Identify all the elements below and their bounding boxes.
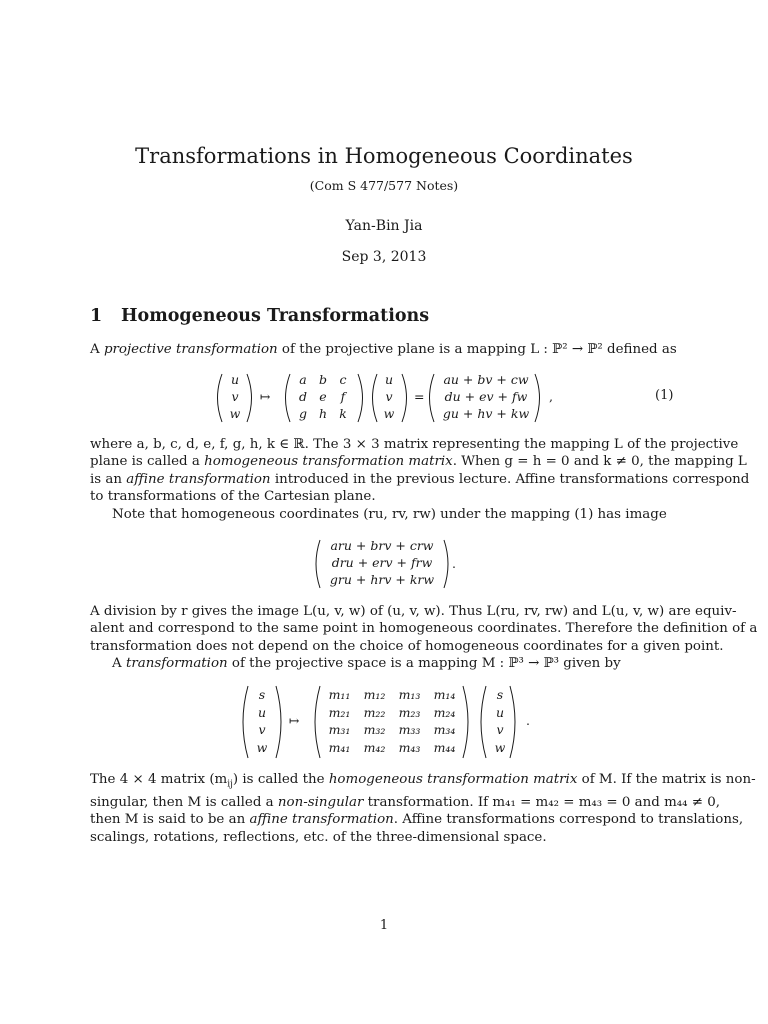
- matrix-4x4: m₁₁ m₁₂ m₁₃ m₁₄ m₂₁ m₂₂ m₂₃ m₂₄ m₃₁ m₃₂ m₃₃ m₃₄ m₄₁ m₄₂ m₄₃ m₄₄: [328, 687, 456, 755]
- bracket-right-icon: [444, 540, 448, 588]
- emphasis: transformation: [125, 656, 228, 672]
- paragraph-matrix: where a, b, c, d, e, f, g, h, k ∈ ℝ. The 3 × 3 matrix representing the mapping L of the projective plane is called a homogeneous transformation matrix. When g = h = 0 and k ≠ 0, the mapping L is an affine transformation introduced in the previous lecture. Affine transformations correspond to transformations of the Cartesian plane. Note that homogeneous coordinates (ru, rv, rw) under the mapping (1) has image: [90, 437, 750, 522]
- equals-sign: =: [414, 389, 425, 404]
- bracket-left-icon: [316, 540, 320, 588]
- bracket-left-icon: [286, 374, 291, 422]
- bracket-right-icon: [463, 686, 468, 758]
- bracket-left-icon: [315, 686, 320, 758]
- section-heading: [90, 306, 429, 326]
- emphasis: projective transformation: [103, 342, 278, 357]
- paper-subtitle: (Com S 477/577 Notes): [309, 178, 459, 193]
- paragraph-intro: A projective transformation of the projective plane is a mapping L : ℙ² → ℙ² defined as: [90, 342, 677, 357]
- section-number: 1: [90, 306, 103, 326]
- paper-title: Transformations in Homogeneous Coordinates: [135, 144, 633, 168]
- bracket-left-icon: [430, 374, 435, 422]
- vector-uvw: u v w: [383, 372, 395, 421]
- matrix-3x3: a b c d e f g h k: [298, 372, 347, 421]
- maps-to-arrow: ↦: [260, 389, 271, 404]
- vector-suvw: s u v w: [256, 687, 268, 755]
- vector-suvw-right: s u v w: [494, 687, 506, 755]
- author: Yan-Bin Jia: [345, 218, 423, 234]
- vector-result: au + bv + cw du + ev + fw gu + hv + kw: [442, 372, 530, 421]
- bracket-right-icon: [276, 686, 281, 758]
- paragraph-division: A division by r gives the image L(u, v, w) of (u, v, w). Thus L(ru, rv, rw) and L(u, v, w) are equiv- alent and correspond to the same point in homogeneous coordinates. Therefore the definition of a transformation does not depend on the choice of homogeneous coordinates for a given point. A transformation of the projective space is a mapping M : ℙ³ → ℙ³ given by: [90, 604, 758, 672]
- emphasis: homogeneous transformation matrix: [204, 454, 453, 470]
- date: Sep 3, 2013: [341, 249, 427, 265]
- maps-to-arrow: ↦: [289, 713, 300, 728]
- paragraph-4x4: The 4 × 4 matrix $(m_{ij})$ is called the homogeneous transformation matrix of M. If the matrix is non- singular, then M is called a non-singular transformation. If m₄₁ = m₄₂ = m₄₃ = 0 and m₄₄ ≠ 0, then M is said to be an affine transformation. Affine transformations correspond to translations, scalings, rotations, reflections, etc. of the three-dimensional space.: [90, 772, 756, 845]
- emphasis: affine transformation: [249, 812, 394, 828]
- vector-image: aru + brv + crw dru + erv + frw gru + hrv + krw: [329, 538, 435, 587]
- vector-in: u v w: [229, 372, 241, 421]
- page-number: 1: [379, 918, 389, 933]
- emphasis: non-singular: [277, 795, 364, 811]
- emphasis: affine transformation: [126, 471, 271, 487]
- bracket-right-icon: [358, 374, 363, 422]
- bracket-right-icon: [535, 374, 540, 422]
- emphasis: homogeneous transformation matrix: [328, 772, 578, 787]
- equation-number: (1): [655, 388, 674, 403]
- section-title: Homogeneous Transformations: [121, 306, 430, 326]
